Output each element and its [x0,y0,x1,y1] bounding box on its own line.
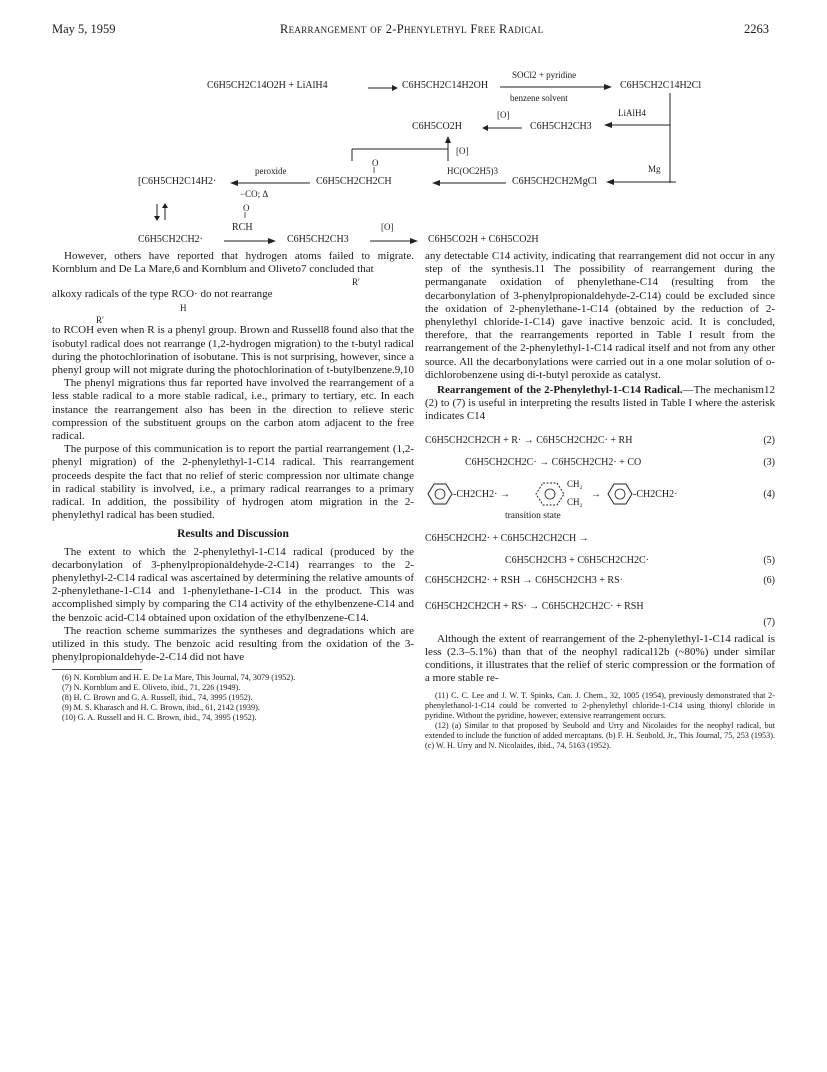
arrow-icon [482,123,522,133]
header-date: May 5, 1959 [52,22,116,36]
arrow-icon [224,236,276,246]
section-heading: Results and Discussion [177,528,289,541]
scheme-mg-label: Mg [648,164,661,174]
scheme-radical-bracket: [C6H5CH2C14H2· [138,176,217,187]
arrow-icon [368,83,398,93]
transition-state-ring-icon [535,480,565,508]
subsection-heading: Rearrangement of the 2-Phenylethyl-1-C14 Radical. [437,384,683,397]
scheme-oxidation-label-3: [O] [381,222,394,232]
paragraph: to RCOH even when R is a phenyl group. Brown and Russell8 found also that the isobutyl radical does not rearrange (1,2-hydrogen migration) to the t-butyl radical during the photochlorination of isobutane. This is not surprising, however, since a phenyl group will not migrate during the photochlorination of t-butylbenzene.9,10 [52,324,415,377]
footnote: (11) C. C. Lee and J. W. T. Spinks, Can. J. Chem., 32, 1005 (1954), previously demonstrated that 2-phenylethanol-1-C14 could be converted to 2-phenylethyl chloride-1-C14 using thionyl chloride in pyridine. Without the pyridine, however, extensive rearrangement occurs. [425,691,775,721]
scheme-radical: C6H5CH2CH2· [138,234,204,245]
paragraph: alkoxy radicals of the type RCO· do not rearrange [52,288,273,301]
transition-state-label: transition state [505,510,561,521]
footnote: (12) (a) Similar to that proposed by Seubold and Urry and Nicolaides for the neophyl radical, but extended to include the function of added mercaptans. (b) F. H. Seubold, Jr., This Journal, 75, 253 (1953). (c) W. H. Urry and N. Nicolaides, ibid., 74, 5163 (1952). [425,721,775,751]
equation-7: C6H5CH2CH2CH + RS· → C6H5CH2CH2C· + RSH [425,600,644,612]
footnote: (10) G. A. Russell and H. C. Brown, ibid., 74, 3995 (1952). [62,713,257,723]
scheme-oxidation-label: [O] [497,110,510,120]
footnote: (8) H. C. Brown and G. A. Russell, ibid., 74, 3995 (1952). [62,693,253,703]
footnote: (7) N. Kornblum and E. Oliveto, ibid., 71, 226 (1949). [62,683,241,693]
equilibrium-arrows-icon [152,202,172,222]
scheme-grignard: C6H5CH2CH2MgCl [512,176,598,187]
scheme-solvent: benzene solvent [510,93,568,103]
paragraph: Rearrangement of the 2-Phenylethyl-1-C14 Radical.—The mechanism12 (2) to (7) is useful in interpreting the results listed in Table I where the asterisk indicates C14 [425,384,775,423]
scheme-chloride: C6H5CH2C14H2Cl [620,80,702,91]
left-column: However, others have reported that hydrogen atoms failed to migrate. Kornblum and De La Mare,6 and Kornblum and Oliveto7 concluded that R′ alkoxy radicals of the type RCO· do not rearrange H R′ to RCOH even when R is a phenyl group. Brown and Russell8 found also that the isobutyl radical does not rearrange (1,2-hydrogen migration) to the t-butyl radical during the photochlorination of isobutane. This is not surprising, however, since a phenyl group will not migrate during the photochlorination of t-butylbenzene.9,10 The phenyl migrations thus far reported have involved the rearrangement of a less stable radical to a more stable radical, i.e., primary to tertiary, etc. In each instance the rearrangement also has been in the direction to relieve steric compression of the substituent groups on the carbon atom adjacent to the free radical. The purpose of this communication is to report the partial rearrangement (1,2-phenyl migration) of the 2-phenylethyl-1-C14 radical. This rearrangement proceeds despite the fact that no relief of steric compression nor ultimate change in radical stability is involved, i.e., a primary radical rearranges to a primary radical. In addition, the possibility of hydrogen atom migration in the 2-phenylethyl radical has been studied. Results and Discussion The extent to which the 2-phenylethyl-1-C14 radical (produced by the decarbonylation of 3-phenylpropionaldehyde-2-C14) rearranges to the 2-phenylethyl-2-C14 radical was ascertained by determining the relative amounts of 2-phenylethane-1-C14 and 1-phenylethane-1-C14 in the product. This was accomplished simply by comparing the C14 activity of the ethylbenzene-C14 and the benzoic acid-C14 obtained upon oxidation of the ethylbenzene-C14. The reaction scheme summarizes the syntheses and degradations which are utilized in this study. The benzoic acid resulting from the oxidation of the 3-phenylpropionaldehyde-2-C14 did not have (6) N. Kornblum and H. E. De La Mare, This Journal, 74, 3079 (1952). (7) N. Kornblum and E. Oliveto, ibid., 71, 226 (1949). (8) H. C. Brown and G. A. Russell, ibid., 74, 3995 (1952). (9) M. S. Kharasch and H. C. Brown, ibid., 61, 2142 (1939). (10) G. A. Russell and H. C. Brown, ibid., 74, 3995 (1952). [52,250,415,723]
scheme-acid-products: C6H5CO2H + C6H5CO2H [428,234,539,245]
scheme-rch: RCH [232,222,253,233]
scheme-connector-lines [604,88,674,188]
scheme-ethane-product: C6H5CH2CH3 [287,234,349,245]
scheme-aldehyde: C6H5CH2CH2CH [316,176,392,187]
header-title: Rearrangement of 2-Phenylethyl Free Radical [280,22,544,36]
paragraph: The purpose of this communication is to report the partial rearrangement (1,2-phenyl migration) of the 2-phenylethyl-1-C14 radical. This rearrangement proceeds despite the fact that no relief of steric compression nor ultimate change in radical stability is involved, i.e., a primary radical rearranges to a primary radical. In addition, the possibility of hydrogen atom migration in the 2-phenylethyl radical has been studied. [52,443,414,522]
equation-3: C6H5CH2CH2C· → C6H5CH2CH2· + CO (3) [465,456,775,468]
equation-2: C6H5CH2CH2CH + R· → C6H5CH2CH2C· + RH (2) [425,434,775,446]
arrow-icon [606,174,676,188]
scheme-orthoformate: HC(OC2H5)3 [447,166,498,176]
arrow-icon [370,236,418,246]
equation-5-continued: C6H5CH2CH3 + C6H5CH2CH2C· (5) [505,554,775,566]
scheme-peroxide: peroxide [255,166,287,176]
arrow-icon [432,178,506,188]
equation-5: C6H5CH2CH2· + C6H5CH2CH2CH → [425,532,589,544]
paragraph: any detectable C14 activity, indicating that rearrangement did not occur in any step of the synthesis.11 The possibility of rearrangement during the permanganate oxidation of phenylethane-C14 (resulting from the decarbonylation of 3-phenylpropionaldehyde-2-C14) could be excluded since the oxidation of 2-phenylethane-1-C14 (obtained by the reduction of 2-phenylethyl chloride-1-C14) gave inactive benzoic acid. It is concluded, therefore, that the rearrangements reported in Table I result from the rearrangement of the 2-phenylethyl-1-C14 radical itself and not from any other source. All the decarbonylations were carried out in a one molar solution of o-dichlorobenzene using di-t-butyl peroxide as catalyst. [425,250,775,381]
right-column: any detectable C14 activity, indicating that rearrangement did not occur in any step of the synthesis.11 The possibility of rearrangement during the permanganate oxidation of phenylethane-C14 (resulting from the decarbonylation of 3-phenylpropionaldehyde-2-C14) could be excluded since the oxidation of 2-phenylethane-1-C14 (obtained by the reduction of 2-phenylethyl chloride-1-C14) gave inactive benzoic acid. It is concluded, therefore, that the rearrangements reported in Table I result from the rearrangement of the 2-phenylethyl-1-C14 radical itself and not from any other source. All the decarbonylations were carried out in a one molar solution of o-dichlorobenzene using di-t-butyl peroxide as catalyst. Rearrangement of the 2-Phenylethyl-1-C14 Radical.—The mechanism12 (2) to (7) is useful in interpreting the results listed in Table I where the asterisk indicates C14 C6H5CH2CH2CH + R· → C6H5CH2CH2C· + RH (2) C6H5CH2CH2C· → C6H5CH2CH2· + CO (3) -CH2CH2· → CH₂ CH₂ → -CH2CH2· (4) transition state C6H5CH2CH2· + C6H5CH2CH2CH → C6H5CH2CH3 + C6H5CH2CH2C· (5) C6H5CH2CH2· + RSH → C6H5CH2CH3 + RS· (6) C6H5CH2CH2CH + RS· → C6H5CH2CH2C· + RSH (7) Although the extent of rearrangement of the 2-phenylethyl-1-C14 radical is less (2.3–5.1%) than that of the neophyl radical12b (~80%) under similar conditions, it illustrates that the relief of steric compression or the formation of a more stable re- (11) C. C. Lee and J. W. T. Spinks, Can. J. Chem., 32, 1005 (1954), previously demonstrated that 2-phenylethanol-1-C14 could be converted to 2-phenylethyl chloride-1-C14 using thionyl chloride in pyridine. Without the pyridine, however, extensive rearrangement occurs. (12) (a) Similar to that proposed by Seubold and Urry and Nicolaides for the neophyl radical, but extended to include the function of added mercaptans. (b) F. H. Seubold, Jr., This Journal, 75, 253 (1953). (c) W. H. Urry and N. Nicolaides, ibid., 74, 5163 (1952). [425,250,775,751]
equation-4: -CH2CH2· → CH₂ CH₂ → -CH2CH2· (4) [425,478,775,510]
scheme-acid-lialh4: C6H5CH2C14O2H + LiAlH4 [207,80,328,91]
footnote-divider [52,669,142,670]
scheme-alcohol: C6H5CH2C14H2OH [402,80,489,91]
scheme-ethylbenzene: C6H5CH2CH3 [530,121,592,132]
scheme-oxidation-path [350,135,470,163]
paragraph: The phenyl migrations thus far reported have involved the rearrangement of a less stable radical to a more stable radical, i.e., primary to tertiary, etc. In each instance the rearrangement also has been in the direction to relieve steric compression of the substituent groups on the carbon atom adjacent to the free radical. [52,377,414,443]
equation-6: C6H5CH2CH2· + RSH → C6H5CH2CH3 + RS· (6) [425,574,775,586]
scheme-decarbonylation: −CO; Δ [240,189,269,199]
scheme-benzoic-acid: C6H5CO2H [412,121,463,132]
footnote: (9) M. S. Kharasch and H. C. Brown, ibid., 61, 2142 (1939). [62,703,260,713]
header-page-number: 2263 [744,22,769,36]
paragraph: The extent to which the 2-phenylethyl-1-C14 radical (produced by the decarbonylation of 3-phenylpropionaldehyde-2-C14) rearranges to the 2-phenylethyl-2-C14 radical was ascertained by determining the relative amounts of 2-phenylethane-1-C14 and 1-phenylethane-1-C14 in the product. This was accomplished simply by comparing the C14 activity of the ethylbenzene-C14 and the benzoic acid-C14 obtained upon oxidation of the ethylbenzene-C14. [52,545,414,624]
paragraph: However, others have reported that hydrogen atoms failed to migrate. Kornblum and De La Mare,6 and Kornblum and Oliveto7 concluded that [52,250,414,276]
footnotes-left [52,673,414,723]
paragraph: Although the extent of rearrangement of the 2-phenylethyl-1-C14 radical is less (2.3–5.1%) than that of the neophyl radical12b (~80%) under similar conditions, it illustrates that the relief of steric compression or the formation of a more stable re- [425,632,775,685]
footnotes-right [425,691,775,751]
scheme-oxidation-label-2: [O] [456,146,469,156]
arrow-icon [500,82,612,92]
footnote: (6) N. Kornblum and H. E. De La Mare, This Journal, 74, 3079 (1952). [62,673,296,683]
arrow-icon [230,178,310,188]
benzene-ring-icon [427,482,453,506]
scheme-socl2: SOCl2 + pyridine [512,70,577,80]
scheme-lialh4-label: LiAlH4 [618,108,646,118]
benzene-ring-icon [607,482,633,506]
paragraph: The reaction scheme summarizes the syntheses and degradations which are utilized in this study. The benzoic acid resulting from the oxidation of the 3-phenylpropionaldehyde-2-C14 did not have [52,624,414,664]
journal-page: May 5, 1959 Rearrangement of 2-Phenylethyl Free Radical 2263 C6H5CH2C14O2H + LiAlH4 C6H5CH2C14H2OH SOCl2 + pyridine benzene solvent C6H5CH2C14H2Cl C6H5CO2H [O] C6H5CH2CH3 LiAlH4 [O] O ‖ [C6H5CH2C14H2· peroxide −CO; Δ C6H5CH2CH2CH HC(OC2H5)3 C6H5CH2CH2MgCl Mg O ‖ C6H5CH2CH2· RCH C6H5CH2CH3 [O] C6H5CO2H + C6H5CO2H However, others have reported that hydrogen atoms failed to migrate. Kornblum and De La Mare,6 and Kornblum and Oliveto7 concluded that R′ alkoxy radicals of the type RCO· do not rearrange H R′ to RCOH even when R is a phenyl group. Brown and Russell8 found also that the isobutyl radical does not rearrange (1,2-hydrogen migration) to the t-butyl radical during the photochlorination of isobutane. This is not surprising, however, since a phenyl group will not migrate during the photochlorination of t-butylbenzene.9,10 The phenyl migrations thus far reported have involved the rearrangement of a less stable radical to a more stable radical, i.e., primary to tertiary, etc. In each instance the rearrangement also has been in the direction to relieve steric compression of the substituent groups on the carbon atom adjacent to the free radical. The purpose of this communication is to report the partial rearrangement (1,2-phenyl migration) of the 2-phenylethyl-1-C14 radical. This rearrangement proceeds despite the fact that no relief of steric compression nor ultimate change in radical stability is involved, i.e., a primary radical rearranges to a primary radical. In addition, the possibility of hydrogen atom migration in the 2-phenylethyl radical has been studied. Results and Discussion The extent to which the 2-phenylethyl-1-C14 radical (produced by the decarbonylation of 3-phenylpropionaldehyde-2-C14) rearranges to the 2-phenylethyl-2-C14 radical was ascertained by determining the relative amounts of 2-phenylethane-1-C14 and 1-phenylethane-1-C14 in the product. This was accomplished simply by comparing the C14 activity of the ethylbenzene-C14 and the benzoic acid-C14 obtained upon oxidation of the ethylbenzene-C14. The reaction scheme summarizes the syntheses and degradations which are utilized in this study. The benzoic acid resulting from the oxidation of the 3-phenylpropionaldehyde-2-C14 did not have (6) N. Kornblum and H. E. De La Mare, This Journal, 74, 3079 (1952). (7) N. Kornblum and E. Oliveto, ibid., 71, 226 (1949). (8) H. C. Brown and G. A. Russell, ibid., 74, 3995 (1952). (9) M. S. Kharasch and H. C. Brown, ibid., 61, 2142 (1939). (10) G. A. Russell and H. C. Brown, ibid., 74, 3995 (1952). any detectable C14 activity, indicating that rearrangement did not occur in any step of the synthesis.11 The possibility of rearrangement during the permanganate oxidation of phenylethane-C14 (resulting from the decarbonylation of 3-phenylpropionaldehyde-2-C14) could be excluded since the oxidation of 2-phenylethane-1-C14 (obtained by the reduction of 2-phenylethyl chloride-1-C14) gave inactive benzoic acid. It is concluded, therefore, that the rearrangements reported in Table I result from the rearrangement of the 2-phenylethyl-1-C14 radical itself and not from any other source. All the decarbonylations were carried out in a one molar solution of o-dichlorobenzene using di-t-butyl peroxide as catalyst. Rearrangement of the 2-Phenylethyl-1-C14 Radical.—The mechanism12 (2) to (7) is useful in interpreting the results listed in Table I where the asterisk indicates C14 C6H5CH2CH2CH + R· → C6H5CH2CH2C· + RH (2) C6H5CH2CH2C· → C6H5CH2CH2· + CO (3) -CH2CH2· → CH₂ CH₂ → -CH2CH2· (4) transition state C6H5CH2CH2· + C6H5CH2CH2CH → C6H5CH2CH3 + C6H5CH2CH2C· (5) C6H5CH2CH2· + RSH → C6H5CH2CH3 + RS· (6) C6H5CH2CH2CH + RS· → C6H5CH2CH2C· + RSH (7) Although the extent of rearrangement of the 2-phenylethyl-1-C14 radical is less (2.3–5.1%) than that of the neophyl radical12b (~80%) under similar conditions, it illustrates that the relief of steric compression or the formation of a more stable re- (11) C. C. Lee and J. W. T. Spinks, Can. J. Chem., 32, 1005 (1954), previously demonstrated that 2-phenylethanol-1-C14 could be converted to 2-phenylethyl chloride-1-C14 using thionyl chloride in pyridine. Without the pyridine, however, extensive rearrangement occurs. (12) (a) Similar to that proposed by Seubold and Urry and Nicolaides for the neophyl radical, but extended to include the function of added mercaptans. (b) F. H. Seubold, Jr., This Journal, 75, 253 (1953). (c) W. H. Urry and N. Nicolaides, ibid., 74, 5163 (1952). [52,22,775,751]
